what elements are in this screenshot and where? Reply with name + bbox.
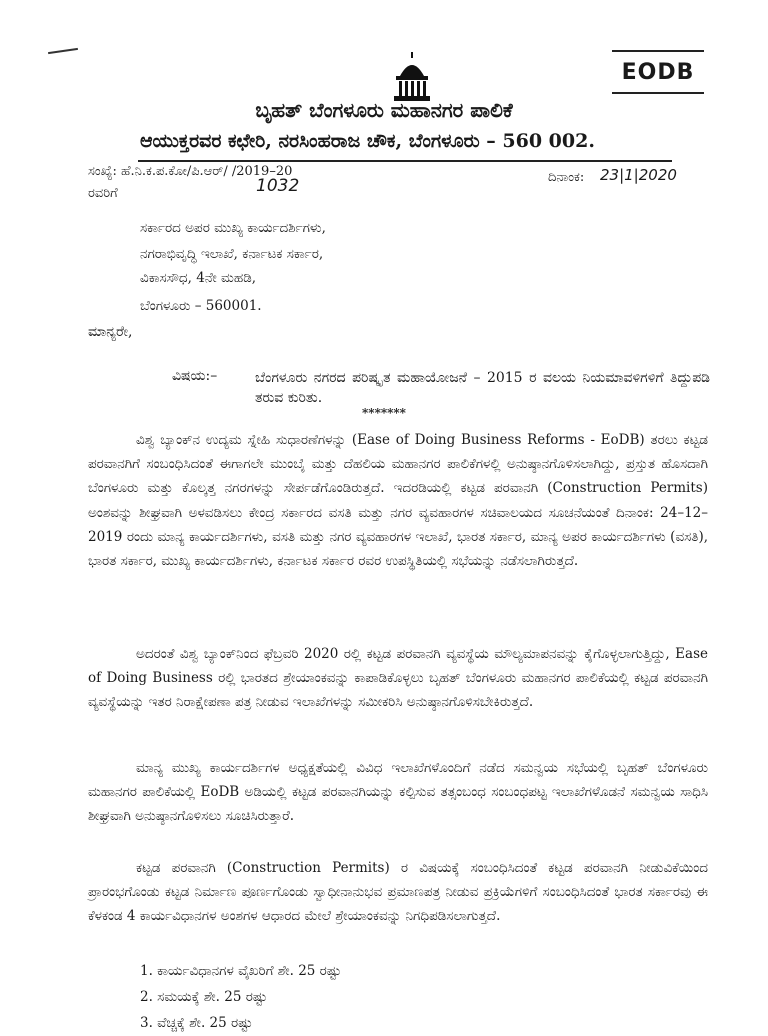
bbmp-emblem-icon [392, 52, 432, 104]
body-paragraph: ವಿಶ್ವ ಬ್ಯಾಂಕ್‌ನ ಉದ್ಯಮ ಸ್ನೇಹಿ ಸುಧಾರಣೆಗಳನ್ನು (Ease of Doing Business Reforms - EoDB) ತರಲು ಕಟ್ಟಡ ಪರವಾನಗಿಗೆ ಸಂಬಂಧಿಸಿದಂತೆ ಈಗಾಗಲೇ ಮುಂಬೈ ಮತ್ತು ದೆಹಲಿಯ ಮಹಾನಗರ ಪಾಲಿಕೆಗಳಲ್ಲಿ ಅನುಷ್ಠಾನಗೊಳಿಸಲಾಗಿದ್ದು, ಪ್ರಸ್ತುತ ಹೊಸದಾಗಿ ಬೆಂಗಳೂರು ಮತ್ತು ಕೊಲ್ಕತ್ತ ನಗರಗಳನ್ನು ಸೇರ್ಪಡೆಗೊಂಡಿರುತ್ತದೆ. ಇದರಡಿಯಲ್ಲಿ ಕಟ್ಟಡ ಪರವಾನಗಿ (Construction Permits) ಅಂಶವನ್ನು ಶೀಘ್ರವಾಗಿ ಅಳವಡಿಸಲು ಕೇಂದ್ರ ಸರ್ಕಾರದ ವಸತಿ ಮತ್ತು ನಗರ ವ್ಯವಹಾರಗಳ ಸಚಿವಾಲಯದ ಸೂಚನೆಯಂತೆ ದಿನಾಂಕ: 24–12–2019 ರಂದು ಮಾನ್ಯ ಕಾರ್ಯದರ್ಶಿಗಳು, ವಸತಿ ಮತ್ತು ನಗರ ವ್ಯವಹಾರಗಳ ಇಲಾಖೆ, ಭಾರತ ಸರ್ಕಾರ, ಮಾನ್ಯ ಅಪರ ಕಾರ್ಯದರ್ಶಿಗಳು (ವಸತಿ), ಭಾರತ ಸರ್ಕಾರ, ಮುಖ್ಯ ಕಾರ್ಯದರ್ಶಿಗಳು, ಕರ್ನಾಟಕ ಸರ್ಕಾರ ರವರ ಉಪಸ್ಥಿತಿಯಲ್ಲಿ ಸಭೆಯನ್ನು ನಡೆಸಲಾಗಿರುತ್ತದೆ. [88, 432, 708, 570]
list-item: 1. ಕಾರ್ಯವಿಧಾನಗಳ ವೈಖರಿಗೆ ಶೇ. 25 ರಷ್ಟು [140, 963, 342, 979]
letterhead-underline [138, 160, 672, 162]
criteria-list [140, 958, 341, 1036]
list-item: 2. ಸಮಯಕ್ಕೆ ಶೇ. 25 ರಷ್ಟು [140, 989, 268, 1005]
salutation: ಮಾನ್ಯರೇ, [88, 324, 133, 340]
subject-label: ವಿಷಯ:– [172, 368, 218, 384]
organization-address: ಆಯುಕ್ತರವರ ಕಛೇರಿ, ನರಸಿಂಹರಾಜ ಚೌಕ, ಬೆಂಗಳೂರು – 560 002. [140, 130, 595, 152]
body-paragraph: ಮಾನ್ಯ ಮುಖ್ಯ ಕಾರ್ಯದರ್ಶಿಗಳ ಅಧ್ಯಕ್ಷತೆಯಲ್ಲಿ ವಿವಿಧ ಇಲಾಖೆಗಳೊಂದಿಗೆ ನಡೆದ ಸಮನ್ವಯ ಸಭೆಯಲ್ಲಿ ಬೃಹತ್ ಬೆಂಗಳೂರು ಮಹಾನಗರ ಪಾಲಿಕೆಯಲ್ಲಿ EoDB ಅಡಿಯಲ್ಲಿ ಕಟ್ಟಡ ಪರವಾನಗಿಯನ್ನು ಕಲ್ಪಿಸುವ ತತ್ಸಂಬಂಧ ಸಂಬಂಧಪಟ್ಟ ಇಲಾಖೆಗಳೊಡನೆ ಸಮನ್ವಯ ಸಾಧಿಸಿ ಶೀಘ್ರವಾಗಿ ಅನುಷ್ಠಾನಗೊಳಿಸಲು ಸೂಚಿಸಿರುತ್ತಾರೆ. [88, 760, 708, 825]
subject-text: ಬೆಂಗಳೂರು ನಗರದ ಪರಿಷ್ಕೃತ ಮಹಾಯೋಜನೆ – 2015 ರ ವಲಯ ನಿಯಮಾವಳಿಗಳಿಗೆ ತಿದ್ದುಪಡಿ ತರುವ ಕುರಿತು. [255, 370, 710, 406]
body-paragraph: ಕಟ್ಟಡ ಪರವಾನಗಿ (Construction Permits) ರ ವಿಷಯಕ್ಕೆ ಸಂಬಂಧಿಸಿದಂತೆ ಕಟ್ಟಡ ಪರವಾನಗಿ ನೀಡುವಿಕೆಯಿಂದ ಪ್ರಾರಂಭಗೊಂಡು ಕಟ್ಟಡ ನಿರ್ಮಾಣ ಪೂರ್ಣಗೊಂಡು ಸ್ವಾಧೀನಾನುಭವ ಪ್ರಮಾಣಪತ್ರ ನೀಡುವ ಪ್ರಕ್ರಿಯೆಗಳಿಗೆ ಸಂಬಂಧಿಸಿದಂತೆ ಭಾರತ ಸರ್ಕಾರವು ಈ ಕೆಳಕಂಡ 4 ಕಾರ್ಯವಿಧಾನಗಳ ಅಂಶಗಳ ಆಧಾರದ ಮೇಲೆ ಶ್ರೇಯಾಂಕವನ್ನು ನಿಗಧಿಪಡಿಸಲಾಗುತ್ತದೆ. [88, 860, 708, 925]
recipient-line: ಬೆಂಗಳೂರು – 560001. [140, 298, 262, 314]
organization-name: ಬೃಹತ್ ಬೆಂಗಳೂರು ಮಹಾನಗರ ಪಾಲಿಕೆ [255, 98, 513, 122]
to-label: ರವರಿಗೆ [88, 186, 118, 201]
recipient-line: ಸರ್ಕಾರದ ಅಪರ ಮುಖ್ಯ ಕಾರ್ಯದರ್ಶಿಗಳು, [140, 220, 326, 236]
recipient-line: ನಗರಾಭಿವೃದ್ಧಿ ಇಲಾಖೆ, ಕರ್ನಾಟಕ ಸರ್ಕಾರ, [140, 246, 324, 262]
reference-number: ಸಂಖ್ಯೆ: ಹೆ.ನಿ.ಕ.ಪ.ಕೋ/ಪಿ.ಆರ್/ /2019–20 [88, 164, 293, 179]
handwritten-date: 23|1|2020 [600, 166, 677, 184]
recipient-line: ವಿಕಾಸಸೌಧ, 4ನೇ ಮಹಡಿ, [140, 270, 257, 286]
list-item: 3. ವೆಚ್ಚಕ್ಕೆ ಶೇ. 25 ರಷ್ಟು [140, 1015, 253, 1031]
body-paragraph: ಅದರಂತೆ ವಿಶ್ವ ಬ್ಯಾಂಕ್‌ನಿಂದ ಫೆಬ್ರವರಿ 2020 ರಲ್ಲಿ ಕಟ್ಟಡ ಪರವಾನಗಿ ವ್ಯವಸ್ಥೆಯ ಮೌಲ್ಯಮಾಪನವನ್ನು ಕೈಗೊಳ್ಳಲಾಗುತ್ತಿದ್ದು, Ease of Doing Business ರಲ್ಲಿ ಭಾರತದ ಶ್ರೇಯಾಂಕವನ್ನು ಕಾಪಾಡಿಕೊಳ್ಳಲು ಬೃಹತ್ ಬೆಂಗಳೂರು ಮಹಾನಗರ ಪಾಲಿಕೆಯಲ್ಲಿ ಕಟ್ಟಡ ಪರವಾನಗಿ ವ್ಯವಸ್ಥೆಯನ್ನು ಇತರ ನಿರಾಕ್ಷೇಪಣಾ ಪತ್ರ ನೀಡುವ ಇಲಾಖೆಗಳನ್ನು ಸಮೀಕರಿಸಿ ಅನುಷ್ಠಾನಗೊಳಿಸಬೇಕಿರುತ್ತದೆ. [88, 646, 708, 711]
date-label: ದಿನಾಂಕ: [548, 170, 585, 185]
eodb-stamp: EODB [612, 50, 704, 94]
scan-mark [48, 48, 78, 54]
separator: ******* [362, 406, 406, 420]
handwritten-reference-number: 1032 [256, 176, 300, 196]
